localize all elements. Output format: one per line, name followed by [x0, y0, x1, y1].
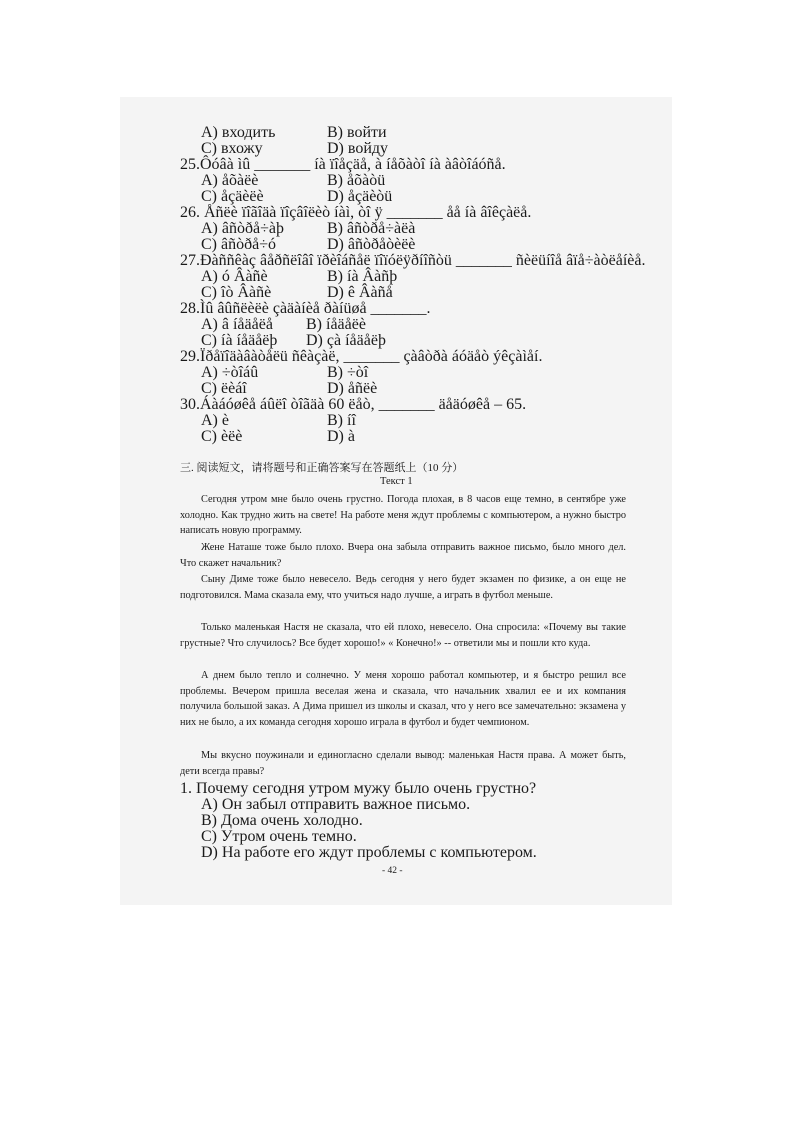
- question-29: 29.Ïðåïîäàâàòåëü ñêàçàë, _______ çàâòðà áóäåò ýêçàìåí.: [180, 348, 543, 365]
- page-number: - 42 -: [382, 866, 403, 876]
- q25-option-b: B) åõàòü: [327, 172, 386, 189]
- q30-option-a: A) è: [201, 412, 229, 429]
- q29-option-d: D) åñëè: [327, 380, 378, 397]
- text-title: Текст 1: [380, 476, 413, 487]
- option-c: C) вхожу: [201, 140, 263, 157]
- paragraph-1: Сегодня утром мне было очень грустно. Погода плохая, в 8 часов еще темно, в сентябре уже холодно. Как трудно жить на свете! На работе меня ждут проблемы с компьютером, а нужно быстро написать новую программу.: [180, 494, 626, 537]
- q29-option-b: B) ÷òî: [327, 364, 369, 381]
- q28-option-d: D) çà íåäåëþ: [306, 332, 386, 349]
- rq1-option-d: D) На работе его ждут проблемы с компьютером.: [201, 844, 537, 861]
- option-d: D) войду: [327, 140, 389, 157]
- q27-option-d: D) ê Âàñå: [327, 284, 393, 301]
- q27-option-c: C) îò Âàñè: [201, 284, 272, 301]
- question-28: 28.Ìû âûñëèëè çàäàíèå ðàíüøå _______.: [180, 300, 431, 317]
- rq1-option-b: B) Дома очень холодно.: [201, 812, 363, 829]
- paragraph-3: Сыну Диме тоже было невесело. Ведь сегодня у него будет экзамен по физике, а он еще не подготовился. Мама сказала ему, что учиться надо лучше, а играть в футбол меньше.: [180, 574, 626, 601]
- paragraph-2: Жене Наташе тоже было плохо. Вчера она забыла отправить важное письмо, было много дел. Что скажет начальник?: [180, 542, 626, 569]
- q30-option-d: D) à: [327, 428, 355, 445]
- rq1-option-a: A) Он забыл отправить важное письмо.: [201, 796, 471, 813]
- q28-option-a: A) â íåäåëå: [201, 316, 273, 333]
- q26-option-a: A) âñòðå÷àþ: [201, 220, 284, 237]
- q25-option-a: A) åõàëè: [201, 172, 259, 189]
- q25-option-c: C) åçäèëè: [201, 188, 264, 205]
- paragraph-6: Мы вкусно поужинали и единогласно сделали вывод: маленькая Настя права. А может быть, дети всегда правы?: [180, 750, 626, 777]
- q26-option-b: B) âñòðå÷àëà: [327, 220, 416, 237]
- q30-option-c: C) èëè: [201, 428, 243, 445]
- q29-option-a: A) ÷òîáû: [201, 364, 259, 381]
- option-a: A) входить: [201, 124, 276, 141]
- reading-question-1: 1. Почему сегодня утром мужу было очень грустно?: [180, 780, 537, 797]
- q26-option-c: C) âñòðå÷ó: [201, 236, 276, 253]
- section-heading: 三. 阅读短文，请将题号和正确答案写在答题纸上（10 分）: [180, 462, 464, 474]
- question-30: 30.Áàáóøêå áûëî òîãäà 60 ëåò, _______ äåäóøêå – 65.: [180, 396, 527, 413]
- question-26: 26. Åñëè ïîãîäà ïîçâîëèò íàì, òî ÿ _______ åå íà âîêçàëå.: [180, 204, 532, 221]
- question-27: 27.Ðàññêàç âåðñëîâî ïðèîáñåë ïîïóëÿðíîñòü _______ ñèëüíîå âïå÷àòëåíèå.: [180, 252, 646, 269]
- paragraph-5: А днем было тепло и солнечно. У меня хорошо работал компьютер, и я быстро решил все проблемы. Вечером пришла веселая жена и сказала, что начальник хвалил ее и их компания получила большой заказ. А Дима пришел из школы и сказал, что у него все замечательно: экзамена у них не было, а их команда сегодня хорошо играла в футбол и будет чемпионом.: [180, 670, 626, 728]
- q29-option-c: C) ëèáî: [201, 380, 247, 397]
- rq1-option-c: C) Утром очень темно.: [201, 828, 357, 845]
- q28-option-b: B) íåäåëè: [306, 316, 366, 333]
- paragraph-4: Только маленькая Настя не сказала, что ей плохо, невесело. Она спросила: «Почему вы такие грустные? Что случилось? Все будет хорошо!» « Конечно!» -- ответили мы и пошли кто куда.: [180, 622, 626, 649]
- option-b: B) войти: [327, 124, 387, 141]
- q28-option-c: C) íà íåäåëþ: [201, 332, 278, 349]
- q26-option-d: D) âñòðåòèëè: [327, 236, 416, 253]
- q27-option-b: B) íà Âàñþ: [327, 268, 398, 285]
- q25-option-d: D) åçäèòü: [327, 188, 393, 205]
- q30-option-b: B) íî: [327, 412, 356, 429]
- q27-option-a: A) ó Âàñè: [201, 268, 268, 285]
- question-25: 25.Ôóâà ìû _______ íà ïîåçäå, à íåõàòî íà àâòîáóñå.: [180, 156, 506, 173]
